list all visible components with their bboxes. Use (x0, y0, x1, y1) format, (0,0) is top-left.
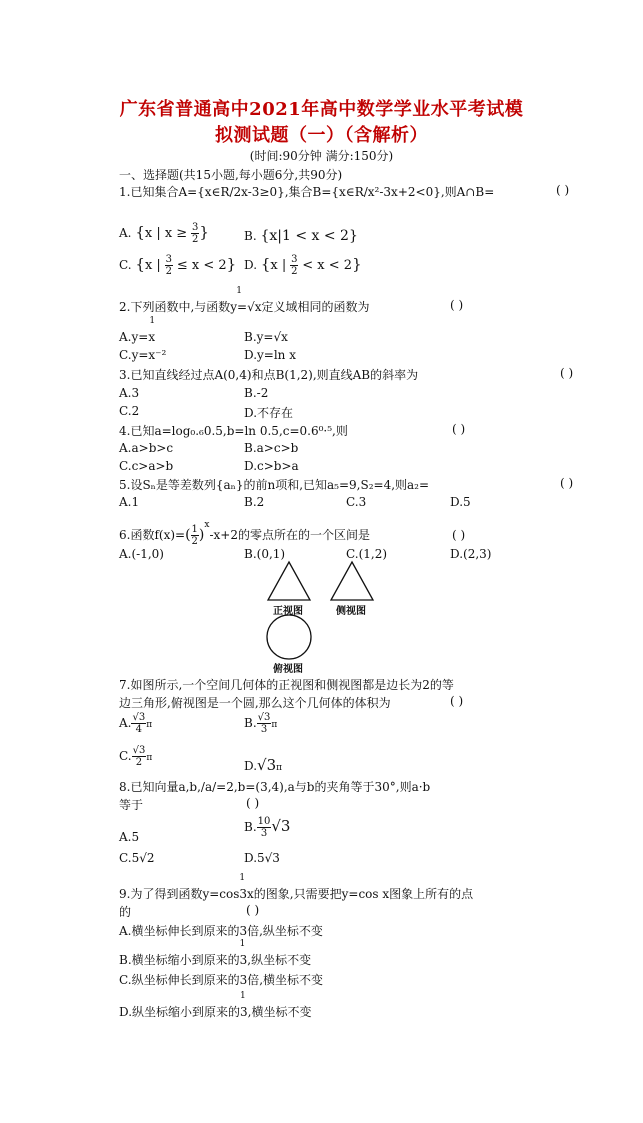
q1-a-label: A. (119, 226, 132, 240)
q4-stem: 4.已知a=log₀.₆0.5,b=ln 0.5,c=0.6⁰·⁵,则 (119, 424, 348, 438)
q8-option-b (244, 816, 290, 839)
q4-option-c: C.c>a>b (119, 459, 174, 473)
q2-a-sup: 1 (149, 316, 156, 326)
q7-option-b (244, 712, 277, 735)
q6-option-a: A.(-1,0) (119, 547, 164, 561)
q1-c-frac-num: 3 (165, 254, 172, 265)
q7-option-c (119, 745, 152, 768)
q8-b-num: 10 (257, 816, 271, 827)
q2-a-text: A.y= (119, 330, 149, 344)
q2-stem-sup: 1 (236, 286, 242, 296)
exam-info: (时间:90分钟 满分:150分) (249, 149, 394, 163)
q5-option-a: A.1 (119, 495, 140, 509)
q9-option-a: A.横坐标伸长到原来的3倍,纵坐标不变 (119, 924, 323, 938)
q5-option-b: B.2 (244, 495, 265, 509)
q1-d-frac-den: 2 (291, 266, 298, 277)
q8-stem-line1: 8.已知向量a,b,/a/=2,b=(3,4),a与b的夹角等于30°,则a·b (119, 780, 431, 794)
q7-c-den: 2 (135, 757, 143, 768)
q8-option-c: C.5√2 (119, 851, 155, 865)
section-heading: 一、选择题(共15小题,每小题6分,共90分) (119, 168, 343, 182)
q7-c-label: C. (119, 749, 132, 763)
q6-stem-post: -x+2的零点所在的一个区间是 (209, 528, 370, 542)
q7-d-label: D. (244, 759, 258, 773)
q8-option-a: A.5 (119, 830, 140, 844)
q8-b-label: B. (244, 820, 257, 834)
q9-stem-sup: 1 (239, 873, 246, 883)
q2-option-c: C.y=x⁻² (119, 348, 167, 362)
q9-option-b (119, 939, 312, 968)
q7-option-d (244, 756, 282, 774)
q7-a-label: A. (119, 716, 132, 730)
q1-b-label: B. (244, 229, 257, 243)
front-view-triangle (268, 562, 310, 600)
q7-answer-blank: ( ) (450, 694, 464, 708)
q1-option-b (244, 228, 358, 244)
q1-d-label: D. (244, 258, 258, 272)
q7-b-label: B. (244, 716, 257, 730)
q7-b-pi: π (271, 720, 278, 730)
q6-frac-den: 2 (191, 536, 198, 547)
q9-d-post: 3,横坐标不变 (240, 1005, 312, 1019)
q6-frac-num: 1 (191, 524, 198, 535)
q9-stem-pre: 9.为了得到函数y=cos (119, 887, 240, 901)
front-view-label: 正视图 (273, 606, 303, 617)
q6-sup: x (204, 520, 210, 530)
q2-option-a (119, 316, 156, 344)
q1-a-frac-num: 3 (192, 222, 199, 233)
q7-stem-line1: 7.如图所示,一个空间几何体的正视图和侧视图都是边长为2的等 (119, 678, 454, 692)
q1-option-d: D. {x | $\frac{3}{2}$ < x < 2} (244, 254, 362, 277)
q1-c-text-post: ≤ x < 2 (176, 258, 227, 273)
q7-stem-line2: 边三角形,俯视图是一个圆,那么这个几何体的体积为 (119, 696, 391, 710)
q2-answer-blank: ( ) (450, 298, 464, 312)
q1-d-text-pre: x | (270, 258, 287, 273)
q7-option-a (119, 712, 152, 735)
q3-stem: 3.已知直线经过点A(0,4)和点B(1,2),则直线AB的斜率为 (119, 368, 419, 382)
top-view-circle (267, 615, 311, 659)
q1-d-text-post: < x < 2 (302, 258, 353, 273)
q8-stem-line2: 等于 (119, 798, 144, 812)
side-view-label: 侧视图 (336, 606, 366, 617)
q4-option-b: B.a>c>b (244, 441, 299, 455)
q7-d-text: √3 (257, 756, 277, 774)
q3-option-b: B.-2 (244, 386, 269, 400)
q2-a-den: x (148, 330, 156, 344)
q1-option-c: C. {x | $\frac{3}{2}$ ≤ x < 2} (119, 254, 237, 277)
q2-stem (119, 286, 370, 315)
q6-option-d: D.(2,3) (450, 547, 492, 561)
document-title-line1: 广东省普通高中2021年高中数学学业水平考试模 (119, 99, 524, 120)
q9-b-pre: B.横坐标缩小到原来的 (119, 953, 240, 967)
q1-c-label: C. (119, 258, 132, 272)
q9-d-sup: 1 (240, 991, 246, 1001)
q1-b-text: {x|1 < x < 2} (260, 228, 358, 244)
q9-b-post: 3,纵坐标不变 (239, 953, 312, 967)
q2-stem-func: y=√x (230, 300, 262, 314)
q7-a-pi: π (146, 720, 153, 730)
q5-stem: 5.设Sₙ是等差数列{aₙ}的前n项和,已知a₅=9,S₂=4,则a₂= (119, 478, 430, 492)
q2-option-b: B.y=√x (244, 330, 288, 344)
q9-answer-blank: ( ) (246, 903, 260, 917)
q8-option-d: D.5√3 (244, 851, 280, 865)
q3-answer-blank: ( ) (560, 366, 574, 380)
q9-stem-mid: 3x的图象,只需要把y=cos x图象上所有的点 (239, 887, 474, 901)
q6-answer-blank: ( ) (452, 528, 466, 542)
q1-d-frac-num: 3 (291, 254, 298, 265)
q3-option-c: C.2 (119, 404, 140, 418)
q2-stem-post: 定义域相同的函数为 (261, 300, 370, 314)
q8-answer-blank: ( ) (246, 796, 260, 810)
q9-option-c: C.纵坐标伸长到原来的3倍,横坐标不变 (119, 973, 324, 987)
q9-stem-line2: 的 (119, 905, 132, 919)
q6-stem-pre: 6.函数f(x)= (119, 528, 186, 542)
q9-d-pre: D.纵坐标缩小到原来的 (119, 1005, 241, 1019)
q6-option-b: B.(0,1) (244, 547, 286, 561)
q7-d-pi: π (276, 763, 283, 773)
q7-b-num: √3 (257, 712, 271, 723)
document-title-line2: 拟测试题（一）（含解析） (215, 125, 428, 146)
q1-a-text: x | x ≥ (144, 226, 188, 241)
q2-stem-pre: 2.下列函数中,与函数 (119, 300, 231, 314)
q1-stem: 1.已知集合A={x∈R/2x-3≥0},集合B={x∈R/x²-3x+2<0},则A∩B= (119, 185, 495, 199)
q7-a-den: 4 (135, 724, 143, 735)
q6-stem: 6.函数f(x)=( $\frac{1}{2}$ )$^x$-x+2的零点所在的一个区间是 (119, 520, 370, 547)
q2-option-d: D.y=ln x (244, 348, 296, 362)
q7-c-num: √3 (132, 745, 146, 756)
q3-option-d: D.不存在 (244, 406, 294, 420)
q1-c-text-pre: x | (144, 258, 161, 273)
q9-option-d (119, 991, 312, 1020)
q1-c-frac-den: 2 (165, 266, 172, 277)
top-view-label: 俯视图 (273, 664, 303, 675)
q4-option-a: A.a>b>c (119, 441, 174, 455)
q9-b-sup: 1 (239, 939, 246, 949)
q5-option-c: C.3 (346, 495, 367, 509)
q7-a-num: √3 (132, 712, 146, 723)
q1-answer-blank: ( ) (556, 183, 570, 197)
q8-b-den: 3 (260, 828, 268, 839)
q1-a-frac-den: 2 (192, 234, 199, 245)
side-view-triangle (331, 562, 373, 600)
q7-b-den: 3 (260, 724, 268, 735)
q4-answer-blank: ( ) (452, 422, 466, 436)
q5-answer-blank: ( ) (560, 476, 574, 490)
q8-b-root: √3 (271, 817, 291, 835)
q7-c-pi: π (146, 753, 153, 763)
q5-option-d: D.5 (450, 495, 471, 509)
q1-option-a: A. {x | x ≥ $\frac{3}{2}$ } (119, 222, 209, 245)
q6-option-c: C.(1,2) (346, 547, 388, 561)
q3-option-a: A.3 (119, 386, 140, 400)
q4-option-d: D.c>b>a (244, 459, 299, 473)
q9-stem-line1 (119, 873, 474, 902)
